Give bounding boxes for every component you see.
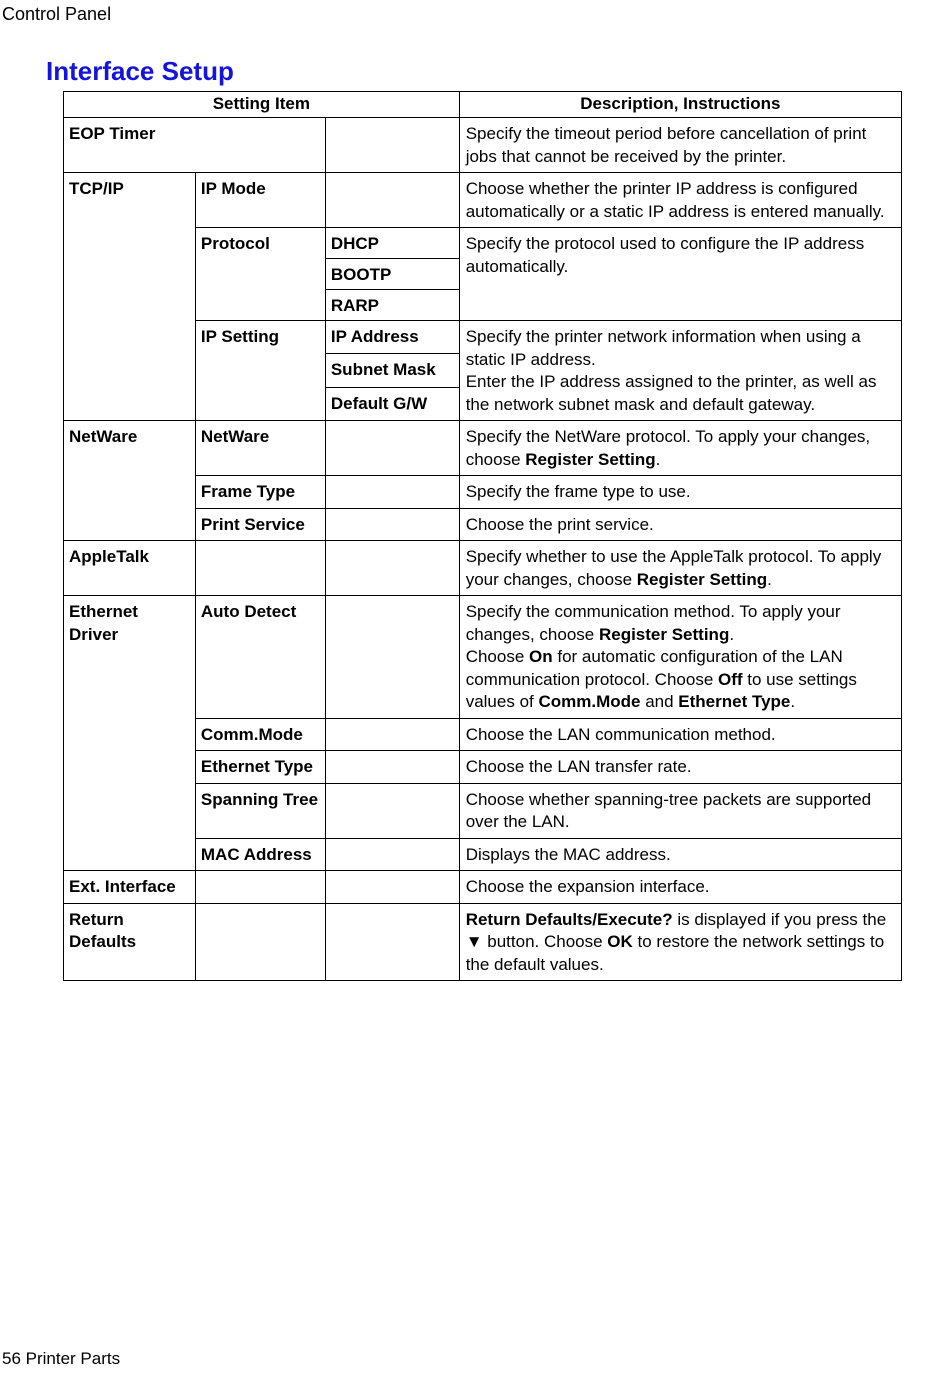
setting-bootp: BOOTP (325, 259, 459, 290)
empty-cell (325, 118, 459, 173)
setting-rarp: RARP (325, 290, 459, 321)
setting-netware: NetWare (195, 421, 325, 476)
section-title: Interface Setup (46, 56, 234, 86)
empty-cell (325, 421, 459, 476)
setting-protocol: Protocol (195, 228, 325, 321)
setting-spanning-tree: Spanning Tree (195, 783, 325, 838)
setting-ip-setting: IP Setting (195, 321, 325, 421)
description-bold: Comm.Mode (538, 692, 641, 711)
description-cell (459, 421, 901, 476)
description-cell (459, 541, 901, 596)
description-text: to use settings values of (465, 669, 857, 711)
description-text: Specify the NetWare protocol. To apply your changes, choose (465, 427, 871, 469)
description-cell: Choose the LAN transfer rate. (459, 751, 901, 784)
setting-ip-address: IP Address (325, 321, 459, 354)
description-text: . (767, 569, 772, 589)
description-text: Specify the communication method. To apply your changes, choose (465, 602, 841, 644)
setting-comm-mode: Comm.Mode (195, 718, 325, 751)
description-line: Specify the printer network information when using a static IP address. (465, 327, 861, 369)
description-cell: Specify the protocol used to configure the IP address automatically. (459, 228, 901, 321)
description-bold: Return Defaults/Execute? (465, 909, 673, 929)
setting-auto-detect: Auto Detect (195, 596, 325, 719)
description-cell: Choose the expansion interface. (459, 871, 901, 904)
setting-eop-timer: EOP Timer (64, 118, 326, 173)
empty-cell (325, 541, 459, 596)
setting-netware-group: NetWare (64, 421, 196, 541)
empty-cell (325, 751, 459, 784)
setting-appletalk: AppleTalk (64, 541, 196, 596)
description-text: is displayed if you press the (672, 909, 887, 929)
setting-print-service: Print Service (195, 508, 325, 541)
description-text: button. Choose (482, 932, 608, 951)
description-bold: Off (718, 669, 743, 689)
description-text: for automatic configuration of the LAN communication protocol. Choose (465, 647, 843, 689)
setting-tcpip: TCP/IP (64, 173, 196, 421)
description-cell: Choose whether the printer IP address is configured automatically or a static IP address is entered manually. (459, 173, 901, 228)
table-row (64, 421, 902, 476)
empty-cell (325, 903, 459, 981)
description-cell: Displays the MAC address. (459, 838, 901, 871)
table-row (64, 871, 902, 904)
empty-cell (195, 903, 325, 981)
empty-cell (325, 173, 459, 228)
table-header-row (64, 92, 902, 118)
setting-ip-mode: IP Mode (195, 173, 325, 228)
description-text: Choose (465, 647, 530, 666)
description-cell (459, 903, 901, 981)
description-bold: Ethernet Type (678, 692, 791, 711)
empty-cell (325, 596, 459, 719)
down-arrow-icon: ▼ (465, 932, 483, 951)
column-header-description: Description, Instructions (459, 92, 901, 118)
description-bold: Register Setting (525, 449, 656, 469)
setting-dhcp: DHCP (325, 228, 459, 259)
description-text: to restore the network settings to the default values. (465, 932, 885, 974)
empty-cell (195, 541, 325, 596)
table-row (64, 541, 902, 596)
setting-ethernet-type: Ethernet Type (195, 751, 325, 784)
running-header: Control Panel (2, 4, 112, 24)
page-footer: 56 Printer Parts (2, 1349, 121, 1368)
table-row (64, 903, 902, 981)
table-row (64, 596, 902, 719)
setting-return-defaults: Return Defaults (64, 903, 196, 981)
description-cell: Choose the LAN communication method. (459, 718, 901, 751)
empty-cell (325, 783, 459, 838)
description-text: . (655, 449, 661, 469)
empty-cell (325, 838, 459, 871)
description-bold: Register Setting (636, 569, 768, 589)
setting-subnet-mask: Subnet Mask (325, 354, 459, 387)
description-cell: Choose whether spanning-tree packets are supported over the LAN. (459, 783, 901, 838)
setting-frame-type: Frame Type (195, 476, 325, 509)
empty-cell (325, 508, 459, 541)
description-text: . (790, 692, 796, 711)
description-bold: On (529, 647, 553, 666)
description-cell: Specify the timeout period before cancellation of print jobs that cannot be received by the printer. (459, 118, 901, 173)
empty-cell (325, 718, 459, 751)
description-text: and (640, 692, 679, 711)
empty-cell (325, 476, 459, 509)
interface-setup-table (63, 91, 902, 981)
table-row (64, 173, 902, 228)
empty-cell (195, 871, 325, 904)
description-bold: OK (607, 932, 633, 951)
setting-ext-interface: Ext. Interface (64, 871, 196, 904)
description-cell: Choose the print service. (459, 508, 901, 541)
column-header-setting-item: Setting Item (64, 92, 460, 118)
description-cell (459, 321, 901, 421)
setting-ethernet-driver: Ethernet Driver (64, 596, 196, 871)
description-bold: Register Setting (598, 624, 730, 644)
description-text: . (729, 624, 735, 644)
description-line: Enter the IP address assigned to the printer, as well as the network subnet mask and default gateway. (465, 372, 877, 414)
setting-mac-address: MAC Address (195, 838, 325, 871)
description-cell: Specify the frame type to use. (459, 476, 901, 509)
empty-cell (325, 871, 459, 904)
description-text: Specify whether to use the AppleTalk protocol. To apply your changes, choose (465, 547, 882, 589)
table-row (64, 118, 902, 173)
description-cell (459, 596, 901, 719)
setting-default-gw: Default G/W (325, 387, 459, 420)
